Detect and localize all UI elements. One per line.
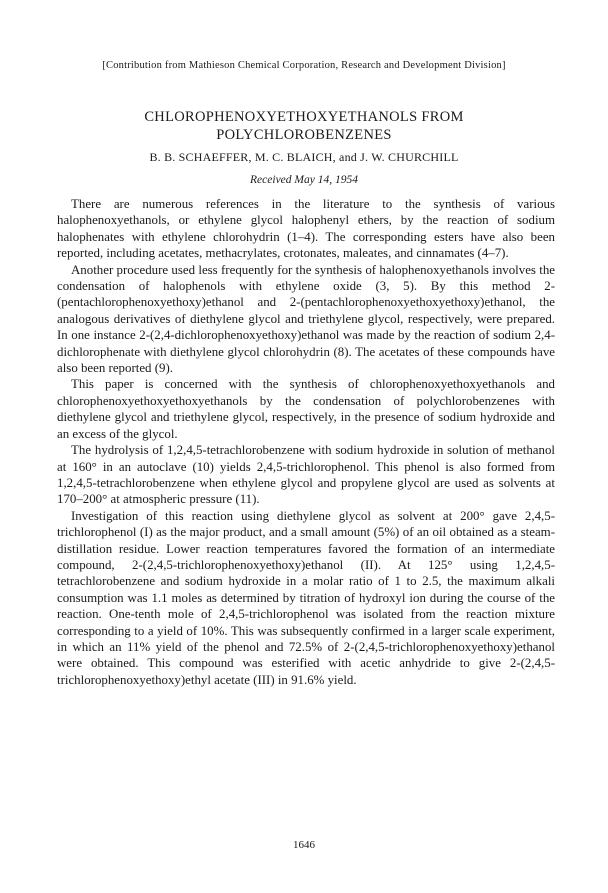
article-body: [57, 196, 555, 688]
paragraph: The hydrolysis of 1,2,4,5-tetrachlorobenzene with sodium hydroxide in solution of methanol at 160° in an autoclave (10) yields 2,4,5-trichlorophenol. This phenol is also formed from 1,2,4,5-tetrachlorobenzene when ethylene glycol and propylene glycol are used as solvents at 170–200° at atmospheric pressure (11).: [57, 443, 555, 507]
received-date: Received May 14, 1954: [250, 174, 358, 186]
page-number: 1646: [293, 839, 315, 851]
contribution-note: [Contribution from Mathieson Chemical Corporation, Research and Development Division]: [102, 60, 506, 71]
paragraph: There are numerous references in the literature to the synthesis of various halophenoxyethanols, or ethylene glycol halophenyl ethers, by the reaction of sodium halophenates with ethylene chlorohydrin (1–4). The corresponding esters have also been reported, including acetates, methacrylates, crotonates, maleates, and cinnamates (4–7).: [57, 197, 555, 261]
paragraph: Investigation of this reaction using diethylene glycol as solvent at 200° gave 2,4,5-trichlorophenol (I) as the major product, and a small amount (5%) of an oil obtained as a steam-distillation residue. Lower reaction temperatures favored the formation of an intermediate compound, 2-(2,4,5-trichlorophenoxyethoxy)ethanol (II). At 125° using 1,2,4,5-tetrachlorobenzene and sodium hydroxide in a molar ratio of 1 to 2.5, the maximum alkali consumption was 1.1 moles as determined by titration of hydroxyl ion during the course of the reaction. One-tenth mole of 2,4,5-trichlorophenol was isolated from the reaction mixture corresponding to a yield of 10%. This was subsequently confirmed in a larger scale experiment, in which an 11% yield of the phenol and 72.5% of 2-(2,4,5-trichlorophenoxyethoxy)ethanol were obtained. This compound was esterified with acetic anhydride to give 2-(2,4,5-trichlorophenoxyethoxy)ethyl acetate (III) in 91.6% yield.: [57, 508, 555, 687]
paragraph: This paper is concerned with the synthesis of chlorophenoxyethoxyethanols and chlorophenoxyethoxyethoxyethanols by the condensation of polychlorobenzenes with diethylene glycol and triethylene glycol, respectively, in the presence of sodium hydroxide and an excess of the glycol.: [57, 377, 555, 441]
article-title: CHLOROPHENOXYETHOXYETHANOLS FROM POLYCHLOROBENZENES: [144, 109, 464, 143]
paragraph: Another procedure used less frequently for the synthesis of halophenoxyethanols involves the condensation of halophenols with ethylene oxide (3, 5). By this method 2-(pentachlorophenoxyethoxy)ethanol and 2-(pentachlorophenoxyethoxyethoxy)ethanol, the analogous derivatives of diethylene glycol and triethylene glycol, respectively, were prepared. In one instance 2-(2,4-dichlorophenoxyethoxy)ethanol was made by the reaction of sodium 2,4-dichlorophenate with diethylene glycol chlorohydrin (8). The acetates of these compounds have also been reported (9).: [57, 262, 555, 376]
author-line: B. B. SCHAEFFER, M. C. BLAICH, and J. W. CHURCHILL: [149, 150, 459, 164]
